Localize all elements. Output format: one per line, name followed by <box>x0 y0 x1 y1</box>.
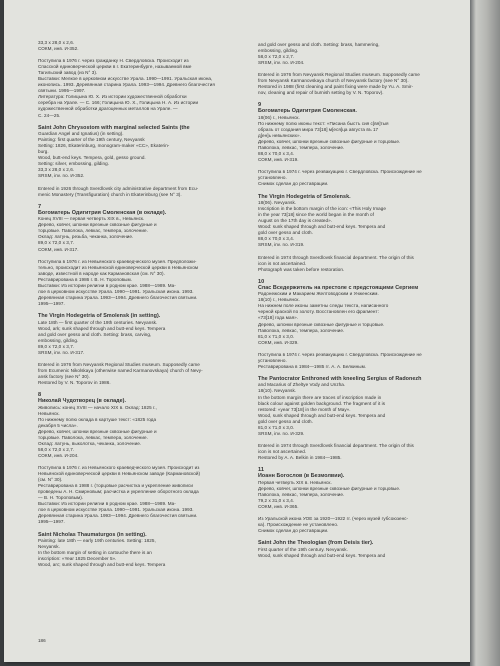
text-line: 81,0 x 71,0 x 3,0. <box>258 333 295 339</box>
text-line: проведены А. Н. Смирновым; расчистка и укрепление оборотного оклада <box>38 489 199 495</box>
text-block <box>258 72 460 96</box>
text-line: Wood, sunk shaped through and butt-end keys. Tempera and <box>258 552 386 558</box>
entry-title: Иоанн Богослов (в Безмолвии). <box>258 473 345 480</box>
text-line: серебра на Урале. — С. 166; Голицына Ю. Х., Голицына Н. А. Из истории <box>38 100 199 106</box>
entry-title: Saint Nicholas Thaumaturgos (in setting). <box>38 531 147 538</box>
text-line: from Nevyansk Karmanovskaya church of Nevyansk factory (see N° 30). <box>258 78 409 84</box>
text-line: (см. N° 30). <box>38 477 63 483</box>
text-line: In the bottom margin there are traces of inscription made in <box>258 394 382 400</box>
right-column <box>258 42 460 565</box>
text-block <box>258 547 460 559</box>
text-line: заводе, известной в народе как Кармановская (см. N° 30). <box>38 270 165 276</box>
entry-title: Николай Чудотворец (в окладе). <box>38 398 127 405</box>
text-line: Entered in 1974 through Sverdlovsk financial department. The origin of this <box>258 254 414 260</box>
text-line: Restored by V. N. Toporov in 1986. <box>38 379 111 385</box>
text-line: тельно, происходит из Невьянской единоверческой церкви в Невьянском <box>38 264 199 270</box>
text-line: По нижнему полю иконы текст: «Писана быстъ сия с[вя]тыя <box>258 121 389 127</box>
book-spine <box>470 0 500 666</box>
text-line: Живопись: конец XVIII — начало XIX в. Оклад: 1825 г., <box>38 404 157 410</box>
text-block <box>258 443 460 461</box>
text-line: торцовые. Паволока, левкас, темпера, золочение. <box>38 434 148 440</box>
text-line: художественной обработки драгоценных металлов на Урале. — <box>38 106 178 112</box>
text-line: 1995—1997. <box>38 300 65 306</box>
text-line: restored: «year 73[18] in the month of May». <box>258 406 351 412</box>
text-line: In the bottom margin of setting in cartouche there is an <box>38 550 152 556</box>
text-line: Деревянная старина Урала. 1993—1994. Древнего благочестия святыни. <box>38 513 198 519</box>
text-line: embossing, gilding. <box>258 48 299 54</box>
text-line: Радонежским и Макарием Желтоводским и Унженским. <box>258 291 379 297</box>
text-line: Entered in 1974 through Sverdlovsk financial department. The origin of this <box>258 442 414 448</box>
text-line: Wood, sunk shaped through and butt-end keys. Tempera and <box>258 412 386 418</box>
text-block <box>258 382 460 436</box>
entry-title: Богоматерь Одигитрия Смоленская. <box>258 108 357 115</box>
text-block <box>38 186 236 198</box>
text-line: and gold over gesso and cloth. Setting: brass, carving, <box>38 331 152 337</box>
text-line: торцовые. Паволока, левкас, темпера, золочение. <box>38 228 148 234</box>
entry-number: 11 <box>258 467 265 473</box>
text-line: 88,0 x 70,0 x 3,4. <box>258 151 295 157</box>
text-block <box>258 291 460 345</box>
text-line: Wood, arc; sunk shaped through and butt-end keys. Tempera <box>38 562 166 568</box>
text-line: Паволока, левкас, темпера, золочение. <box>258 145 345 151</box>
text-line: 89,0 x 72,0 x 3,7. <box>38 240 75 246</box>
text-block <box>258 480 460 510</box>
text-line: Painting: first quarter of the 19th century, Nevyansk <box>38 137 145 143</box>
text-line: Wood: sunk shaped through and butt-end keys. Tempera and <box>258 224 386 230</box>
entry-title: Богоматерь Одигитрия Смоленская (в окладе). <box>38 209 167 216</box>
text-line: Поступила в 1976 г. из Невьянского краеведческого музея. Предположи- <box>38 258 197 264</box>
text-block <box>38 362 236 386</box>
text-line: Паволока, левкас, темпера, золочение. <box>258 327 345 333</box>
text-line: 58,0 x 72,0 x 2,7. <box>38 446 75 452</box>
text-line: and gold over gesso and cloth. Setting: brass, hammering, <box>258 42 380 47</box>
text-line: SRSM, inv. no. И-352. <box>38 173 85 179</box>
text-line: SRSM, inv. no. И-329. <box>258 430 305 436</box>
text-line: and Macarius of Zheltye Vody and Unzha. <box>258 382 346 388</box>
text-line: Из Уральской икона УОЕ за 1920—1922 гг. (через музей губсоюзенс- <box>258 515 409 521</box>
text-block <box>258 42 460 66</box>
text-line: лое в церковном искусстве Урала. 1990—1991. Уральская икона. 1993. <box>38 288 194 294</box>
text-block <box>38 40 236 52</box>
text-line: святыни. 1995—1997. <box>38 88 86 94</box>
text-line: 33,3 x 28,0 x 2,6. <box>38 167 75 173</box>
text-line: from Ecumenic Nikolskaya (otherwise named Karmanovskaya) church of Nevy- <box>38 367 203 373</box>
text-line: SRSM, inv. no. И-317. <box>38 349 85 355</box>
text-line: иконопись. 1993. Деревянная старина Урала. 1993—1994. Древнего благочестия <box>38 82 215 88</box>
text-line: По нижнему полю оклада в картуше текст: «1825 года <box>38 416 157 422</box>
text-line: menic Monastery (Transfiguration) church in Ekaterinburg (see N° 3). <box>38 191 182 197</box>
text-line: СОКМ, инв. И-204. <box>38 453 79 458</box>
text-line: Entered in 1976 from Nevyansk Regional Studies museum. Supposedly came <box>38 361 200 367</box>
text-line: черной краской по золоту. Восстановлен его фрагмент: <box>258 309 379 315</box>
text-block <box>258 169 460 187</box>
text-line: 81,0 x 71,0 x 3,0. <box>258 424 295 430</box>
text-line: 1995—1997. <box>38 519 65 525</box>
text-line: Деревянная старина Урала. 1993—1994. Древнего благочестия святыни. <box>38 294 198 300</box>
entry-title: Спас Вседержитель на престоле с предстоящими Сергием <box>258 284 419 291</box>
text-line: Тагильский завод (из N° 3). <box>38 70 98 76</box>
text-line: Реставрирована в 1984—1985 гг. А. А. Белкиным. <box>258 363 367 369</box>
text-line: burg. <box>38 149 49 155</box>
text-line: Дерево, ковчег, шпонки врезные сквозные фигурные и торцовые. <box>258 485 401 491</box>
text-line: Поступила в 1974 г. через реэвакуацию г. Свердловска. Происхождение не <box>258 351 422 357</box>
text-line: установлено. <box>258 175 287 181</box>
text-block <box>38 320 236 356</box>
text-line: На нижнем поле иконы заметны следы текста, написанного <box>258 303 389 309</box>
entry-number: 7 <box>38 203 42 210</box>
text-line: С. 24—25. <box>38 112 61 118</box>
text-line: СОКМ, инв. И-319. <box>258 157 299 163</box>
text-line: Wood, butt-end keys. Tempera, gold, gesso ground. <box>38 155 146 161</box>
text-line: Restored by A. A. Belkin in 1984—1985. <box>258 454 342 460</box>
text-line: gold over gesso and cloth. <box>258 230 313 236</box>
text-line: August on the 17th day is created». <box>258 218 333 224</box>
text-line: лое в церковном искусстве Урала. 1990—1991. Уральская икона. 1993. <box>38 507 194 513</box>
text-block <box>258 516 460 534</box>
text-block <box>38 465 236 525</box>
entry-title: Saint John the Theologian (from Deisis tier). <box>258 540 374 547</box>
text-line: inscription: «Year 1825 December 5». <box>38 556 117 562</box>
text-block <box>258 200 460 248</box>
text-line: First quarter of the 19th century. Nevyansk. <box>258 546 348 552</box>
text-line: СОКМ, инв. И-352. <box>38 46 79 52</box>
text-line: nov, cleaning and repair of burnish setting by V. N. Toporov). <box>258 90 384 96</box>
text-line: Дерево, шпонки врезные сквозные фигурные и торцовые. <box>258 321 385 327</box>
text-line: д[ен]ь невьянских». <box>258 133 301 139</box>
text-line: Оклад: латунь, резьба, чеканка, золочение. <box>38 234 134 240</box>
text-line: Entered in 1926 through Sverdlovsk city administrative department from Ecu- <box>38 185 199 191</box>
text-line: 33,3 x 28,0 x 2,6. <box>38 40 75 45</box>
text-line: Поступила в 1976 г. из Невьянского краеведческого музея. Происходит из <box>38 465 200 471</box>
text-line: Паволока, левкас, темпера, золочение. <box>258 491 345 497</box>
text-line: icon is not ascertained. <box>258 260 307 266</box>
text-line: Выставки: Из истории религии в родном крае. 1988—1989. Ма- <box>38 282 176 288</box>
text-line: СОКМ, инв. И-329. <box>258 339 299 345</box>
entry-number: 9 <box>258 102 262 109</box>
entry-title: Saint John Chrysostom with marginal selected Saints (the <box>38 124 190 131</box>
text-line: Снимок сделан до реставрации. <box>258 181 329 187</box>
text-block <box>38 259 236 307</box>
text-line: 18(06) г., Невьянск. <box>258 115 300 121</box>
text-line: Реставрирована в 1988 г. (торцовые расчистка и укрепление живописи <box>38 483 193 489</box>
text-line: установлено. <box>258 357 287 363</box>
text-line: ка). Происхождение не установлено. <box>258 521 339 527</box>
catalogue-page <box>4 0 474 662</box>
text-block <box>38 538 236 568</box>
entry-number: 8 <box>38 391 42 398</box>
text-line: Оклад: латунь, выколотка, чеканка, золочение. <box>38 440 142 446</box>
text-line: Дерево, ковчег, шпонки врезные сквозные фигурные и <box>38 428 157 434</box>
text-line: Photograph was taken before restoration. <box>258 266 345 272</box>
text-block <box>258 352 460 370</box>
text-line: Дерево, ковчег, шпонки врезные сквозные фигурные и <box>38 222 157 228</box>
text-line: 89,0 x 72,0 x 3,7. <box>38 343 75 349</box>
text-line: Guardian Angel and Ignatius) (in setting). <box>38 131 124 137</box>
text-line: Nevyansk. <box>38 544 60 550</box>
text-line: 88,0 x 70,0 x 3,4. <box>258 236 295 242</box>
text-line: Restored in 1988 (first cleaning and paint fixing were made by Yu. A. Smir- <box>258 84 414 90</box>
text-line: Setting: 1826, Ekaterinburg, monogram-maker «CC», Ekaterin- <box>38 143 170 149</box>
text-block <box>258 255 460 273</box>
text-line: — В. Н. Тороповым). <box>38 495 84 501</box>
text-line: Wood, ark; sunk shaped through and butt-end keys. Tempera <box>38 325 166 331</box>
text-line: образъ от создания мира 73[18] м[еся]ца августа въ 17 <box>258 127 379 133</box>
text-line: Спасской единоверческой церкви в г. Екатеринбурге, называемой вме <box>38 64 192 70</box>
text-line: SRSM, inv. no. И-204. <box>258 60 305 66</box>
text-line: Inscription in the bottom margin of the icon: «This Holy Image <box>258 206 386 212</box>
text-line: black colour against golden background. The fragment of it is <box>258 400 386 406</box>
text-line: Setting: silver, embossing, gilding. <box>38 161 109 167</box>
text-line: 18(10) г., Невьянск. <box>258 297 300 303</box>
text-line: СОКМ, инв. И-317. <box>38 246 79 252</box>
text-line: icon is not ascertained. <box>258 448 307 454</box>
text-line: Поступила в 1974 г. через реэвакуацию г. Свердловска. Происхождение не <box>258 169 422 175</box>
entry-title: The Pantocrator Enthroned with kneeling Sergius of Radonezh <box>258 375 422 382</box>
left-column <box>38 40 236 574</box>
text-line: Late 18th — first quarter of the 19th centuries. Nevyansk. <box>38 319 158 325</box>
text-line: Painting: late 18th — early 19th centuries. Setting: 1825, <box>38 538 156 544</box>
text-line: 79,2 x 31,0 x 3,4. <box>258 497 295 503</box>
entry-title: The Virgin Hodegetria of Smolensk. <box>258 193 351 200</box>
text-line: Entered in 1976 from Nevyansk Regional Studies museum. Supposedly came <box>258 72 420 78</box>
text-line: Реставрирована в 1986 г. В. Н. Тороповым. <box>38 276 133 282</box>
entry-title: The Virgin Hodegetria of Smolensk (in setting). <box>38 312 161 319</box>
text-line: 18(06). Nevyansk. <box>258 200 297 206</box>
text-block <box>258 115 460 163</box>
text-line: ansk factory (see N° 30). <box>38 373 90 379</box>
text-line: СОКМ, инв. И-365. <box>258 503 299 509</box>
text-line: Поступила в 1976 г. через гражданку Н. Свердловска. Происходит из <box>38 58 189 64</box>
text-line: декабря 5 числа». <box>38 422 78 428</box>
text-line: embossing, gilding. <box>38 337 79 343</box>
text-block <box>38 216 236 252</box>
entry-number: 10 <box>258 278 265 285</box>
text-line: 58,0 x 72,0 x 2,7. <box>258 54 295 60</box>
text-line: Выставки: Мелкое в церковном искусстве Урала. 1990—1991. Уральская икона, <box>38 76 213 82</box>
text-line: «73[18] года мая». <box>258 315 299 321</box>
text-line: Литература: Голицына Ю. Х. Из истории художественной обработки <box>38 94 187 100</box>
text-line: 18(10). Nevyansk. <box>258 388 297 394</box>
text-line: Невьянской единоверческой церкви в Невьянском заводе (Кармановской) <box>38 471 201 477</box>
text-line: gold over gesso and cloth. <box>258 418 313 424</box>
text-block <box>38 58 236 118</box>
text-line: Снимок сделан до реставрации. <box>258 527 329 533</box>
text-line: Невьянск. <box>38 410 60 416</box>
text-block <box>38 131 236 179</box>
text-line: Конец XVIII — первая четверть XIX в., Невьянск. <box>38 216 145 222</box>
text-block <box>38 405 236 459</box>
text-line: Дерево, ковчег, шпонки врезные сквозные фигурные и торцовые. <box>258 139 401 145</box>
page-number: 186 <box>38 638 46 643</box>
text-line: SRSM, inv. no. И-319. <box>258 242 305 248</box>
text-line: Выставки: Из истории религии в родном крае. 1988—1989. Ма- <box>38 501 176 507</box>
text-line: in the year 73[18] since the world began in the month of <box>258 212 374 218</box>
text-line: Первая четверть XIX в. Невьянск. <box>258 479 332 485</box>
